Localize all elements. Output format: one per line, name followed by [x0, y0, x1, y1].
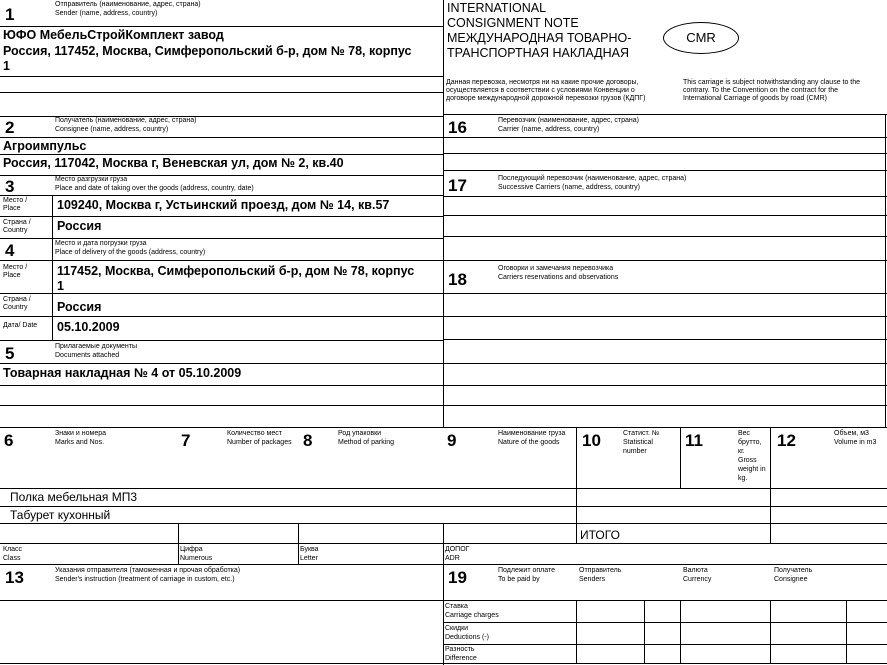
- box-number-18: 18: [448, 270, 467, 289]
- loading-country-label: Страна / Country: [3, 296, 31, 311]
- goods-row-2: Табурет кухонный: [10, 508, 111, 522]
- loading-date: 05.10.2009: [57, 320, 120, 334]
- volume-caption: Объем, м3 Volume in m3: [834, 430, 877, 446]
- delivery-caption: Место разгрузки груза Place and date of taking over the goods (address, country, date): [55, 176, 254, 192]
- box-number-4: 4: [5, 241, 15, 260]
- box-number-2: 2: [5, 118, 15, 137]
- loading-date-label: Дата/ Date: [3, 322, 38, 329]
- loading-place: 117452, Москва, Симферопольский б-р, дом № 78, корпус: [57, 264, 415, 278]
- statistical-caption: Статист. № Statistical number: [623, 430, 660, 455]
- box-number-3: 3: [5, 177, 15, 196]
- box-number-13: 13: [5, 568, 24, 587]
- payer-consignee-caption: Получатель Consignee: [774, 567, 813, 583]
- payer-senders-caption: Отправитель Senders: [579, 567, 622, 583]
- delivery-country: Россия: [57, 219, 102, 233]
- sender-name: ЮФО МебельСтройКомплект завод: [3, 28, 224, 42]
- loading-caption: Место и дата погрузки груза Place of delivery of the goods (address, country): [55, 240, 206, 256]
- difference-caption: Разность Difference: [445, 646, 477, 662]
- cmr-stamp: CMR: [663, 22, 739, 54]
- successive-carriers-caption: Последующий перевозчик (наименование, адрес, страна) Successive Carriers (name, address, country): [498, 175, 687, 191]
- notice-english: This carriage is subject notwithstanding any clause to the contrary. To the Convention on the contract for the International Carriage of goods by road (CMR): [683, 79, 861, 102]
- carrier-caption: Перевозчик (наименование, адрес, страна) Carrier (name, address, country): [498, 117, 639, 133]
- box-number-6: 6: [4, 431, 14, 450]
- number-caption: Цифра Numerous: [180, 546, 213, 562]
- total-label: ИТОГО: [580, 528, 620, 542]
- box-number-11: 11: [685, 431, 703, 450]
- consignee-address: Россия, 117042, Москва г, Веневская ул, дом № 2, кв.40: [3, 156, 344, 170]
- consignee-name: Агроимпульс: [3, 139, 87, 153]
- packages-caption: Количество мест Number of packages: [227, 430, 292, 446]
- adr-caption: ДОПОГ ADR: [445, 546, 470, 562]
- gross-weight-caption: Вес брутто, кг. Gross weight in kg.: [738, 430, 766, 482]
- box-number-1: 1: [5, 5, 15, 24]
- box-number-16: 16: [448, 118, 467, 137]
- box-number-17: 17: [448, 176, 467, 195]
- carriage-charges-caption: Ставка Carriage charges: [445, 603, 499, 619]
- documents-value: Товарная накладная № 4 от 05.10.2009: [3, 366, 242, 380]
- packing-caption: Род упаковки Method of parking: [338, 430, 395, 446]
- box-number-12: 12: [777, 431, 796, 450]
- delivery-country-label: Страна / Country: [3, 219, 31, 234]
- to-be-paid-caption: Подлежит оплате To be paid by: [498, 567, 556, 583]
- sender-address: Россия, 117452, Москва, Симферопольский б-р, дом № 78, корпус: [3, 44, 412, 58]
- letter-caption: Буква Letter: [300, 546, 319, 562]
- documents-caption: Прилагаемые документы Documents attached: [55, 343, 138, 359]
- currency-caption: Валюта Currency: [683, 567, 712, 583]
- deductions-caption: Скидки Deductions (-): [445, 625, 489, 641]
- reservations-caption: Оговорки и замечания перевозчика Carriers reservations and observations: [498, 265, 619, 281]
- sender-instructions-caption: Указания отправителя (таможенная и прочая обработка) Sender's instruction (treatment of carriage in custom, etc.): [55, 567, 241, 583]
- box-number-9: 9: [447, 431, 457, 450]
- box-number-8: 8: [303, 431, 313, 450]
- sender-address-cont: 1: [3, 59, 10, 73]
- consignee-caption: Получатель (наименование, адрес, страна) Consignee (name, address, country): [55, 117, 197, 133]
- loading-country: Россия: [57, 300, 102, 314]
- delivery-place: 109240, Москва г, Устьинский проезд, дом № 14, кв.57: [57, 198, 390, 212]
- goods-row-1: Полка мебельная МП3: [10, 490, 138, 504]
- box-number-10: 10: [582, 431, 601, 450]
- notice-russian: Данная перевозка, несмотря ни на какие прочие договоры, осуществляется в соответствии с условиями Конвенции о договоре международной дорожной перевозки грузов (КДПГ): [446, 79, 646, 102]
- box-number-19: 19: [448, 568, 467, 587]
- loading-place-cont: 1: [57, 279, 64, 293]
- class-caption: Класс Class: [3, 546, 23, 562]
- box-number-5: 5: [5, 344, 15, 363]
- loading-place-label: Место / Place: [3, 264, 28, 279]
- document-title: INTERNATIONAL CONSIGNMENT NOTE МЕЖДУНАРОДНАЯ ТОВАРНО- ТРАНСПОРТНАЯ НАКЛАДНАЯ: [447, 1, 632, 60]
- delivery-place-label: Место / Place: [3, 197, 28, 212]
- marks-caption: Знаки и номера Marks and Nos.: [55, 430, 107, 446]
- sender-caption: Отправитель (наименование, адрес, страна) Sender (name, address, country): [55, 1, 201, 17]
- box-number-7: 7: [181, 431, 191, 450]
- goods-nature-caption: Наименование груза Nature of the goods: [498, 430, 566, 446]
